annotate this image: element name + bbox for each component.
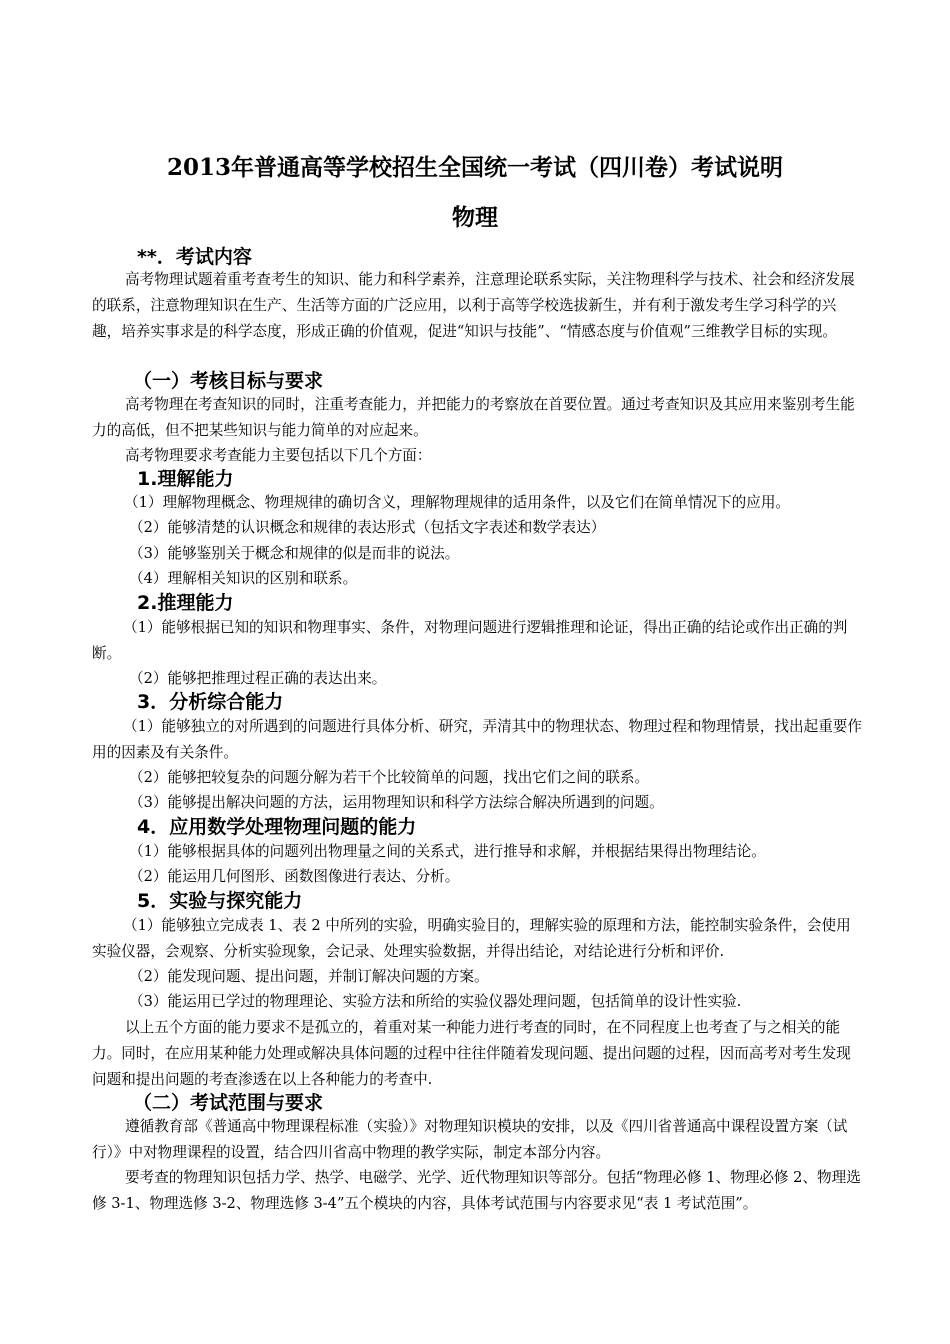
list-item: （1）能够独立的对所遇到的问题进行具体分析、研究，弄清其中的物理状态、物理过程和物理情景，找出起重要作用的因素及有关条件。 (92, 718, 862, 761)
subsection-heading-reasoning: 2.推理能力 (137, 592, 234, 614)
part2-paragraph-2: 要考查的物理知识包括力学、热学、电磁学、光学、近代物理知识等部分。包括“物理必修 1、物理必修 2、物理选修 3-1、物理选修 3-2、物理选修 3-4”五个模块的内容，具体考试范围与内容要求见“表 1 考试范围”。 (92, 1169, 861, 1212)
part2-heading: （二）考试范围与要求 (133, 1092, 324, 1114)
list-item: （2）能够清楚的认识概念和规律的表达形式（包括文字表述和数学表达） (129, 519, 606, 536)
intro-paragraph: 高考物理试题着重考查考生的知识、能力和科学素养，注意理论联系实际，关注物理科学与技术、社会和经济发展的联系，注意物理知识在生产、生活等方面的广泛应用，以利于高等学校选拔新生，并有利于激发考生学习科学的兴趣，培养实事求是的科学态度，形成正确的价值观，促进“知识与技能”、“情感态度与价值观”三维教学目标的实现。 (92, 271, 855, 340)
list-item: （2）能发现问题、提出问题，并制订解决问题的方案。 (129, 968, 489, 985)
subsection-heading-analysis: 3．分析综合能力 (137, 691, 284, 713)
section-heading-exam-content: **．考试内容 (137, 246, 252, 268)
subsection-heading-math: 4．应用数学处理物理问题的能力 (137, 816, 417, 838)
document-subtitle: 物理 (452, 204, 498, 231)
list-item: （1）能够根据已知的知识和物理事实、条件，对物理问题进行逻辑推理和论证，得出正确的结论或作出正确的判断。 (92, 619, 848, 662)
subsection-heading-understanding: 1.理解能力 (137, 468, 234, 490)
list-item: （2）能够把推理过程正确的表达出来。 (129, 670, 387, 687)
document-title: 2013年普通高等学校招生全国统一考试（四川卷）考试说明 (166, 154, 783, 181)
list-item: （3）能够鉴别关于概念和规律的似是而非的说法。 (129, 545, 460, 562)
list-item: （3）能运用已学过的物理理论、实验方法和所给的实验仪器处理问题，包括简单的设计性实验. (129, 993, 742, 1010)
list-item: （4）理解相关知识的区别和联系。 (129, 570, 358, 587)
part1-paragraph-2: 高考物理要求考查能力主要包括以下几个方面： (125, 447, 432, 464)
list-item: （1）能够独立完成表 1、表 2 中所列的实验，明确实验目的，理解实验的原理和方法，能控制实验条件，会使用实验仪器，会观察、分析实验现象，会记录、处理实验数据，并得出结论，对结论进行分析和评价. (92, 917, 851, 960)
subsection-heading-experiment: 5．实验与探究能力 (137, 890, 303, 912)
list-item: （1）能够根据具体的问题列出物理量之间的关系式，进行推导和求解，并根据结果得出物理结论。 (129, 843, 766, 860)
list-item: （2）能够把较复杂的问题分解为若干个比较简单的问题，找出它们之间的联系。 (129, 769, 650, 786)
part2-paragraph-1: 遵循教育部《普通高中物理课程标准（实验）》对物理知识模块的安排，以及《四川省普通高中课程设置方案（试行）》中对物理课程的设置，结合四川省高中物理的教学实际，制定本部分内容。 (92, 1118, 848, 1161)
part1-summary-paragraph: 以上五个方面的能力要求不是孤立的，着重对某一种能力进行考查的同时，在不同程度上也考查了与之相关的能力。同时，在应用某种能力处理或解决具体问题的过程中往往伴随着发现问题、提出问题的过程，因而高考对考生发现问题和提出问题的考查渗透在以上各种能力的考查中. (92, 1019, 851, 1088)
list-item: （3）能够提出解决问题的方法，运用物理知识和科学方法综合解决所遇到的问题。 (129, 794, 664, 811)
part1-heading: （一）考核目标与要求 (133, 370, 324, 392)
list-item: （2）能运用几何图形、函数图像进行表达、分析。 (129, 868, 460, 885)
part1-paragraph-1: 高考物理在考查知识的同时，注重考查能力，并把能力的考察放在首要位置。通过考查知识及其应用来鉴别考生能力的高低，但不把某些知识与能力简单的对应起来。 (92, 396, 855, 439)
list-item: （1）理解物理概念、物理规律的确切含义，理解物理规律的适用条件，以及它们在简单情况下的应用。 (124, 494, 791, 511)
